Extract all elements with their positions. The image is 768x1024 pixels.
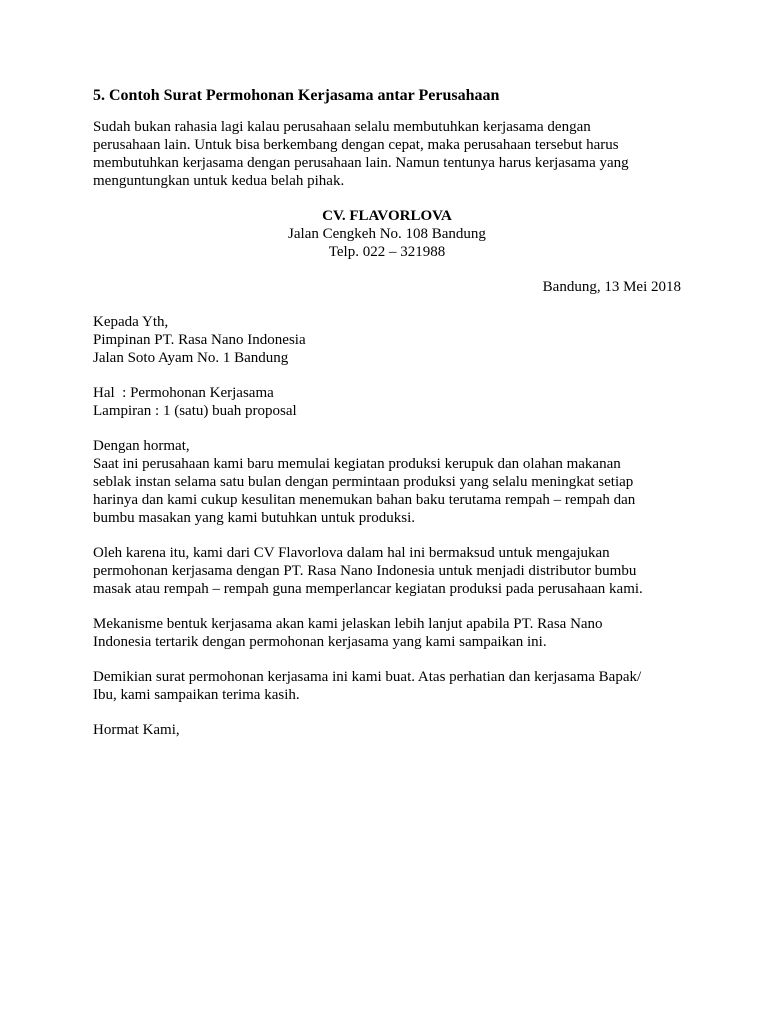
body-line: seblak instan selama satu bulan dengan permintaan produksi yang selalu meningkat setiap (93, 474, 634, 490)
recipient-block (93, 313, 681, 367)
body-paragraph-4 (93, 668, 681, 704)
intro-paragraph (93, 118, 681, 190)
subject-block (93, 384, 681, 420)
body-line: Dengan hormat, (93, 438, 190, 454)
letterhead (93, 207, 681, 261)
body-line: permohonan kerjasama dengan PT. Rasa Nano Indonesia untuk menjadi distributor bumbu (93, 563, 637, 579)
intro-line: Sudah bukan rahasia lagi kalau perusahaan selalu membutuhkan kerjasama dengan (93, 119, 591, 135)
closing: Hormat Kami, (93, 722, 180, 738)
body-line: Oleh karena itu, kami dari CV Flavorlova dalam hal ini bermaksud untuk mengajukan (93, 545, 610, 561)
body-paragraph-1 (93, 437, 681, 527)
body-line: masak atau rempah – rempah guna memperlancar kegiatan produksi pada perusahaan kami. (93, 581, 643, 597)
attachment-line: Lampiran : 1 (satu) buah proposal (93, 403, 297, 419)
letterhead-phone: Telp. 022 – 321988 (328, 244, 446, 260)
recipient-line: Pimpinan PT. Rasa Nano Indonesia (93, 332, 306, 348)
body-line: Demikian surat permohonan kerjasama ini kami buat. Atas perhatian dan kerjasama Bapak/ (93, 669, 642, 685)
body-line: Mekanisme bentuk kerjasama akan kami jelaskan lebih lanjut apabila PT. Rasa Nano (93, 616, 603, 632)
letter-date: Bandung, 13 Mei 2018 (542, 279, 681, 295)
document-title: 5. Contoh Surat Permohonan Kerjasama antar Perusahaan (93, 87, 500, 104)
body-line: bumbu masakan yang kami butuhkan untuk produksi. (93, 510, 416, 526)
body-line: harinya dan kami cukup kesulitan menemukan bahan baku terutama rempah – rempah dan (93, 492, 636, 508)
recipient-line: Kepada Yth, (93, 314, 169, 330)
body-paragraph-2 (93, 544, 681, 598)
document-page (93, 86, 681, 756)
body-line: Indonesia tertarik dengan permohonan kerjasama yang kami sampaikan ini. (93, 634, 547, 650)
intro-line: perusahaan lain. Untuk bisa berkembang dengan cepat, maka perusahaan tersebut harus (93, 137, 619, 153)
letterhead-address: Jalan Cengkeh No. 108 Bandung (288, 226, 486, 242)
intro-line: menguntungkan untuk kedua belah pihak. (93, 173, 345, 189)
intro-line: membutuhkan kerjasama dengan perusahaan lain. Namun tentunya harus kerjasama yang (93, 155, 629, 171)
body-paragraph-3 (93, 615, 681, 651)
body-line: Saat ini perusahaan kami baru memulai kegiatan produksi kerupuk dan olahan makanan (93, 456, 621, 472)
body-line: Ibu, kami sampaikan terima kasih. (93, 687, 300, 703)
recipient-line: Jalan Soto Ayam No. 1 Bandung (93, 350, 289, 366)
letterhead-company: CV. FLAVORLOVA (322, 208, 452, 224)
subject-line: Hal : Permohonan Kerjasama (93, 385, 274, 401)
